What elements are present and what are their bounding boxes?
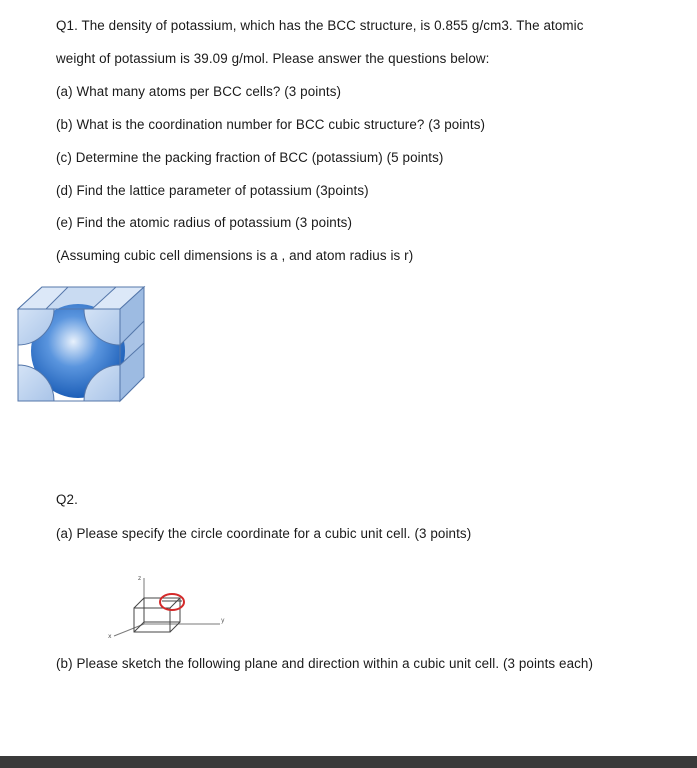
- q1-stem-line2: weight of potassium is 39.09 g/mol. Please answer the questions below:: [56, 51, 490, 66]
- q1-part-d: (d) Find the lattice parameter of potassium (3points): [56, 183, 369, 198]
- axis-label-z: z: [138, 575, 142, 582]
- axis-label-x: x: [108, 633, 112, 640]
- q2-heading: Q2.: [56, 492, 78, 507]
- q1-part-e: (e) Find the atomic radius of potassium (3 points): [56, 215, 352, 230]
- q2-part-a: (a) Please specify the circle coordinate for a cubic unit cell. (3 points): [56, 526, 472, 541]
- q1-assumption: (Assuming cubic cell dimensions is a , and atom radius is r): [56, 248, 414, 263]
- q1-part-a: (a) What many atoms per BCC cells? (3 points): [56, 84, 342, 99]
- bottom-scroll-bar: [0, 756, 697, 768]
- q2-part-b: (b) Please sketch the following plane and direction within a cubic unit cell. (3 points each): [56, 656, 594, 671]
- axis-label-y: y: [221, 617, 225, 624]
- q1-part-c: (c) Determine the packing fraction of BCC (potassium) (5 points): [56, 150, 444, 165]
- q1-part-b: (b) What is the coordination number for BCC cubic structure? (3 points): [56, 117, 486, 132]
- cubic-cell-circle-figure: [104, 570, 232, 640]
- bcc-unit-cell-figure: [16, 285, 148, 403]
- q1-stem-line1: Q1. The density of potassium, which has the BCC structure, is 0.855 g/cm3. The atomic: [56, 18, 584, 33]
